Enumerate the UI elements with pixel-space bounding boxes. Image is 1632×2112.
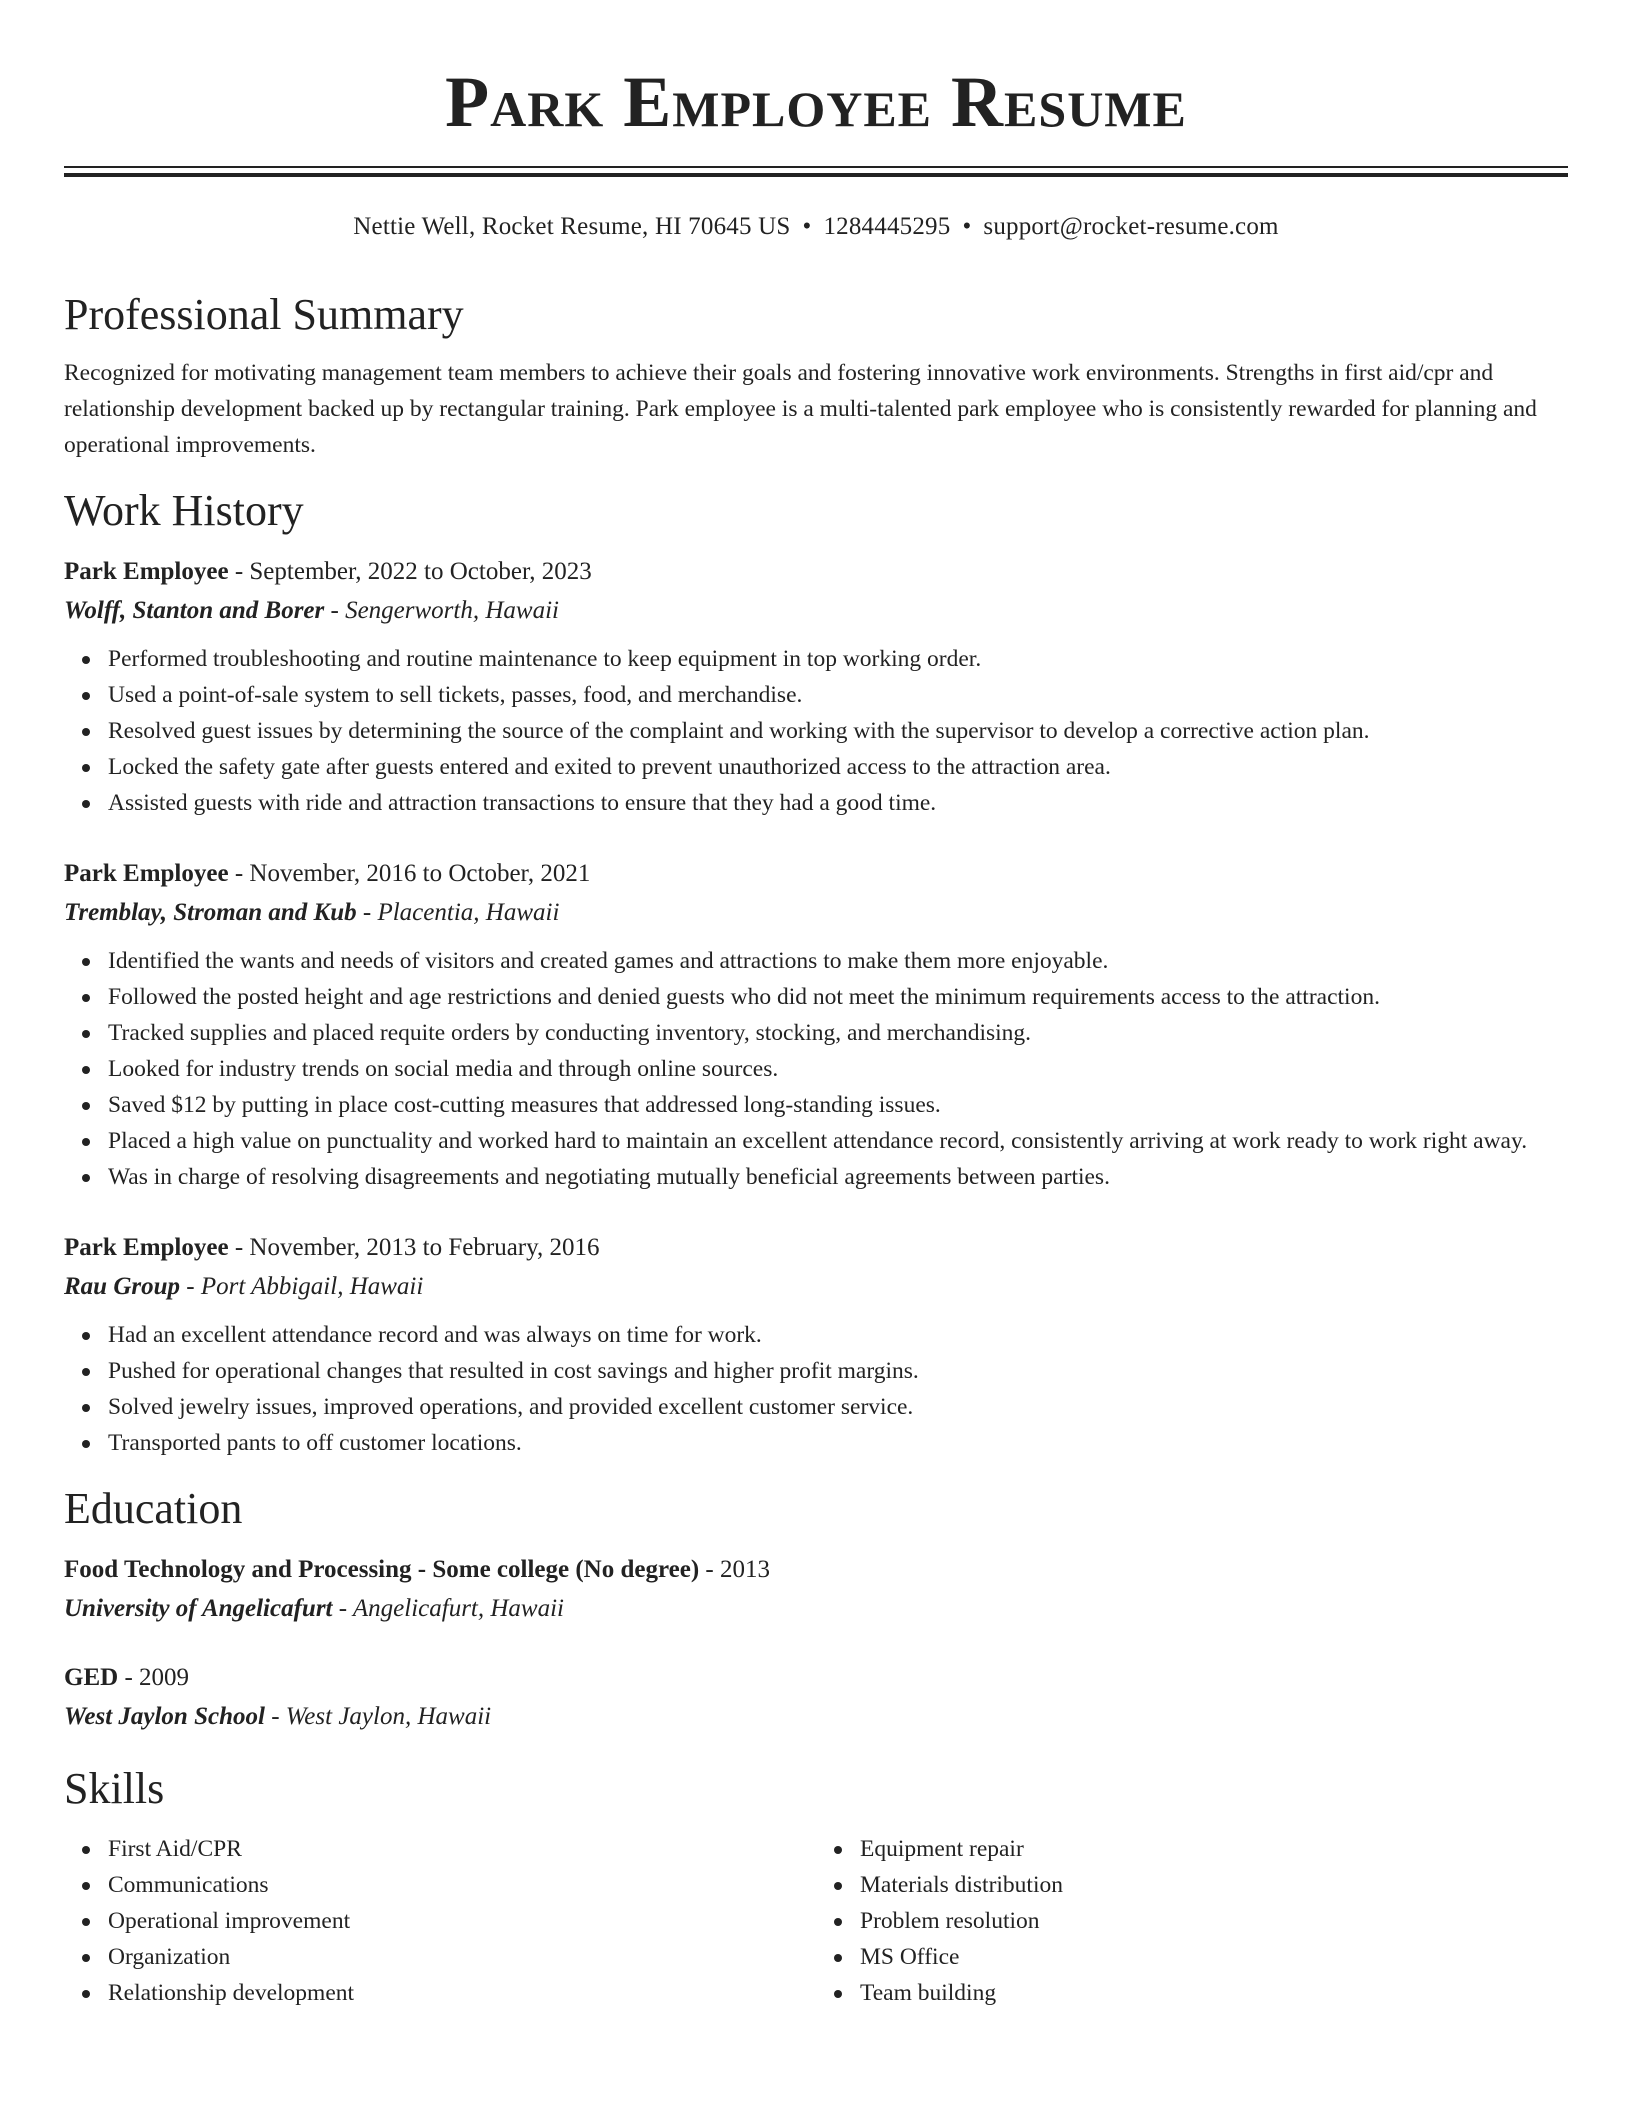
list-item: Looked for industry trends on social media and through online sources.	[108, 1051, 1568, 1087]
job-title-line	[64, 855, 1568, 893]
education-school: West Jaylon School	[64, 1703, 265, 1730]
job-location: - Sengerworth, Hawaii	[324, 597, 559, 624]
list-item: MS Office	[860, 1939, 1568, 1975]
contact-phone: 1284445295	[823, 213, 951, 240]
education-degree: GED	[64, 1664, 119, 1691]
job-dates: - November, 2013 to February, 2016	[228, 1234, 600, 1261]
list-item: Transported pants to off customer locations.	[108, 1425, 1568, 1461]
job-company-line	[64, 1267, 1568, 1307]
list-item: Had an excellent attendance record and was always on time for work.	[108, 1317, 1568, 1353]
list-item: Pushed for operational changes that resulted in cost savings and higher profit margins.	[108, 1353, 1568, 1389]
summary-heading: Professional Summary	[64, 290, 464, 339]
list-item: Was in charge of resolving disagreements and negotiating mutually beneficial agreements between parties.	[108, 1159, 1568, 1195]
list-item: Resolved guest issues by determining the source of the complaint and working with the supervisor to develop a corrective action plan.	[108, 713, 1568, 749]
job-duties-list	[64, 641, 1568, 821]
skills-columns	[64, 1831, 1568, 2011]
education-degree: Food Technology and Processing - Some college (No degree)	[64, 1556, 700, 1583]
education-year: - 2009	[118, 1664, 190, 1691]
job-dates: - November, 2016 to October, 2021	[228, 860, 591, 887]
list-item: Followed the posted height and age restrictions and denied guests who did not meet the minimum requirements access to the attraction.	[108, 979, 1568, 1015]
education-school-line	[64, 1589, 1568, 1629]
education-degree-line	[64, 1551, 1568, 1589]
list-item: Identified the wants and needs of visitors and created games and attractions to make them more enjoyable.	[108, 943, 1568, 979]
contact-separator: •	[802, 213, 812, 240]
title-divider-thick	[64, 173, 1568, 177]
list-item: Used a point-of-sale system to sell tickets, passes, food, and merchandise.	[108, 677, 1568, 713]
resume-title: Park Employee Resume	[445, 62, 1187, 142]
list-item: Communications	[108, 1867, 816, 1903]
list-item: Organization	[108, 1939, 816, 1975]
list-item: Assisted guests with ride and attraction transactions to ensure that they had a good time.	[108, 785, 1568, 821]
list-item: Tracked supplies and placed requite orders by conducting inventory, stocking, and merchandising.	[108, 1015, 1568, 1051]
list-item: Team building	[860, 1975, 1568, 2011]
education-school-line	[64, 1697, 1568, 1737]
list-item: Equipment repair	[860, 1831, 1568, 1867]
job-location: - Placentia, Hawaii	[356, 899, 560, 926]
contact-line	[64, 211, 1568, 243]
list-item: First Aid/CPR	[108, 1831, 816, 1867]
education-degree-line	[64, 1659, 1568, 1697]
title-divider-thin	[64, 166, 1568, 168]
contact-separator: •	[962, 213, 972, 240]
education-heading: Education	[64, 1484, 243, 1533]
job-entry	[64, 553, 1568, 821]
list-item: Operational improvement	[108, 1903, 816, 1939]
job-entry	[64, 855, 1568, 1195]
skills-heading: Skills	[64, 1764, 165, 1813]
job-dates: - September, 2022 to October, 2023	[228, 558, 592, 585]
education-entry	[64, 1551, 1568, 1629]
job-company-line	[64, 591, 1568, 631]
list-item: Materials distribution	[860, 1867, 1568, 1903]
job-title: Park Employee	[64, 860, 229, 887]
summary-text: Recognized for motivating management team members to achieve their goals and fostering innovative work environments. Strengths in first aid/cpr and relationship development backed up by rectangular training. Park employee is a multi-talented park employee who is consistently rewarded for planning and operational improvements.	[64, 360, 1537, 458]
skills-list-left	[64, 1831, 816, 2011]
job-company: Tremblay, Stroman and Kub	[64, 899, 357, 926]
job-company-line	[64, 893, 1568, 933]
job-entry	[64, 1229, 1568, 1461]
job-title: Park Employee	[64, 558, 229, 585]
list-item: Relationship development	[108, 1975, 816, 2011]
job-location: - Port Abbigail, Hawaii	[180, 1273, 424, 1300]
job-title-line	[64, 1229, 1568, 1267]
list-item: Solved jewelry issues, improved operations, and provided excellent customer service.	[108, 1389, 1568, 1425]
resume-content	[64, 0, 1568, 2011]
list-item: Problem resolution	[860, 1903, 1568, 1939]
job-company: Wolff, Stanton and Borer	[64, 597, 325, 624]
skills-list-right	[816, 1831, 1568, 2011]
work-history-heading: Work History	[64, 486, 304, 535]
job-title-line	[64, 553, 1568, 591]
list-item: Locked the safety gate after guests entered and exited to prevent unauthorized access to the attraction area.	[108, 749, 1568, 785]
job-duties-list	[64, 1317, 1568, 1461]
education-entry	[64, 1659, 1568, 1737]
job-duties-list	[64, 943, 1568, 1195]
education-school: University of Angelicafurt	[64, 1595, 333, 1622]
list-item: Placed a high value on punctuality and worked hard to maintain an excellent attendance record, consistently arriving at work ready to work right away.	[108, 1123, 1568, 1159]
list-item: Saved $12 by putting in place cost-cutting measures that addressed long-standing issues.	[108, 1087, 1568, 1123]
education-year: - 2013	[699, 1556, 770, 1583]
contact-email: support@rocket-resume.com	[983, 213, 1279, 240]
job-company: Rau Group	[64, 1273, 181, 1300]
job-title: Park Employee	[64, 1234, 229, 1261]
education-location: - Angelicafurt, Hawaii	[332, 1595, 564, 1622]
education-location: - West Jaylon, Hawaii	[264, 1703, 492, 1730]
contact-address: Nettie Well, Rocket Resume, HI 70645 US	[353, 213, 791, 240]
list-item: Performed troubleshooting and routine maintenance to keep equipment in top working order.	[108, 641, 1568, 677]
